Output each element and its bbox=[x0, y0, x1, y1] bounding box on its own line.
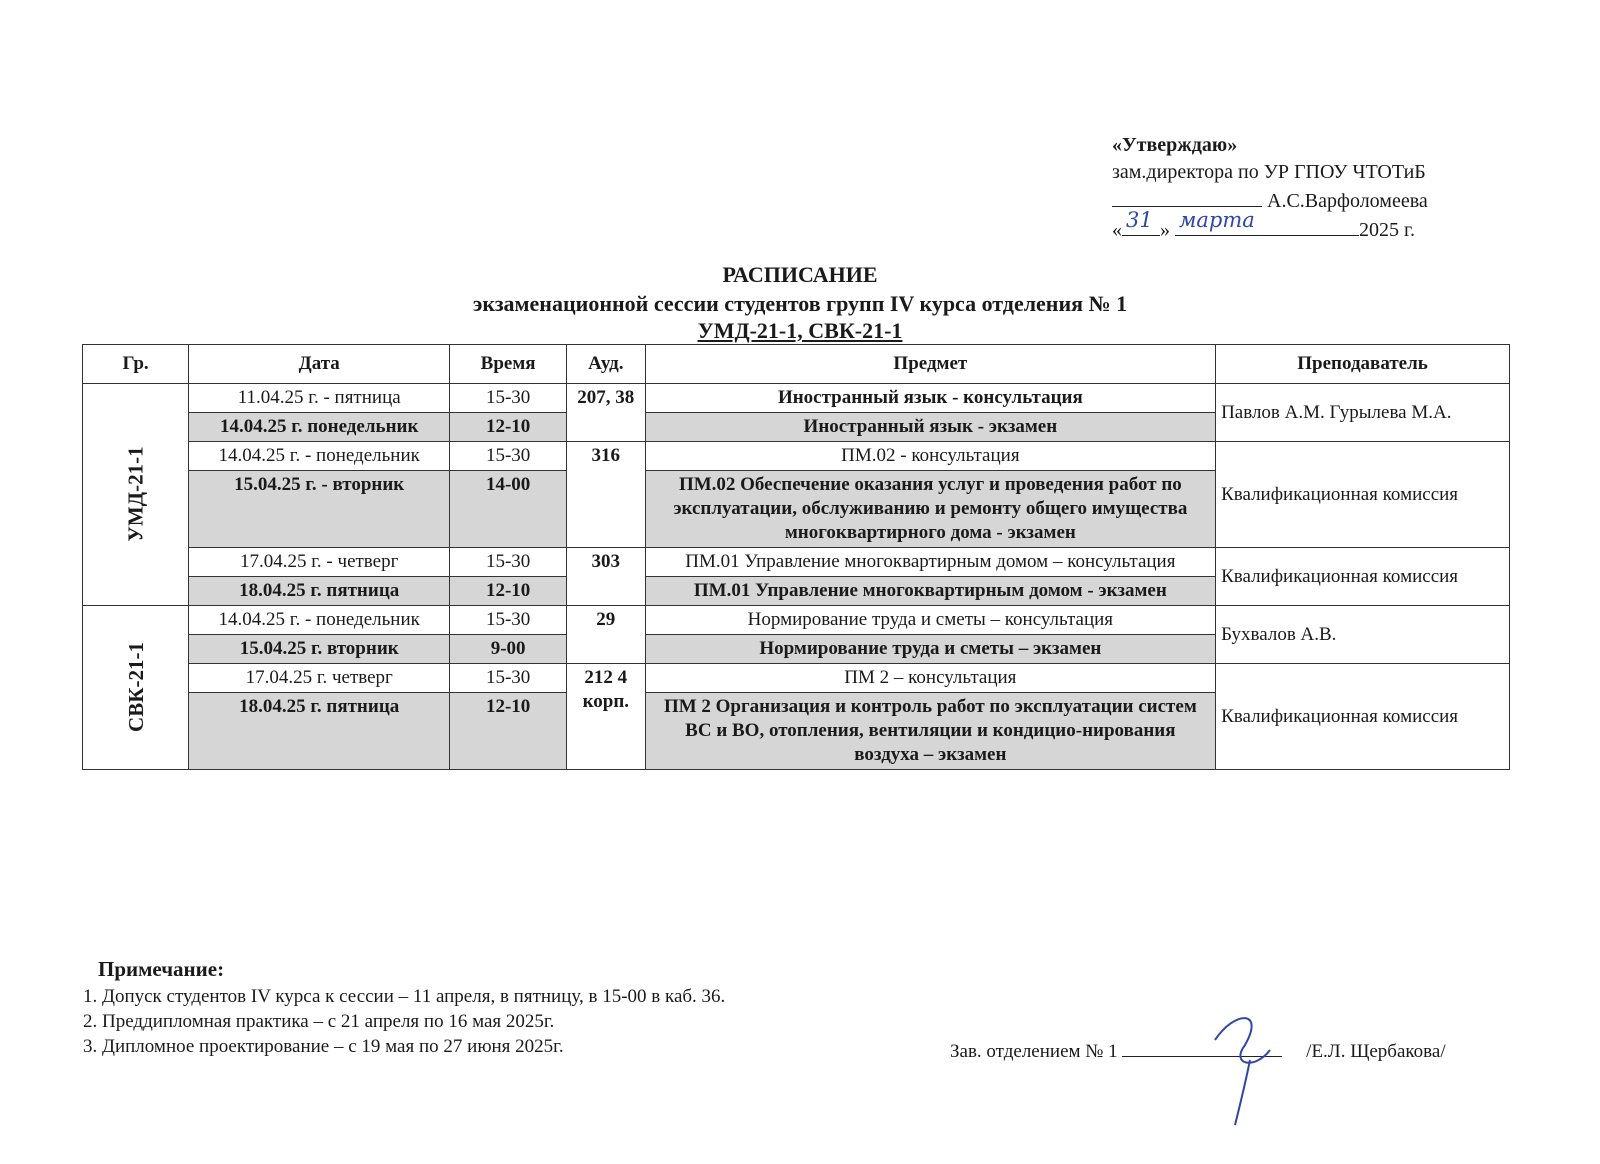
teacher-cell: Квалификационная комиссия bbox=[1216, 548, 1510, 606]
approval-name: А.С.Варфоломеева bbox=[1267, 190, 1428, 212]
time-cell: 15-30 bbox=[450, 664, 567, 693]
approval-year: 2025 г. bbox=[1359, 219, 1415, 241]
approval-signature-field bbox=[1112, 186, 1262, 207]
table-row bbox=[83, 442, 1510, 471]
approval-signature-line bbox=[1112, 186, 1552, 215]
notes-list bbox=[70, 984, 725, 1059]
date-open-quote: « bbox=[1112, 219, 1122, 241]
date-cell: 18.04.25 г. пятница bbox=[189, 693, 450, 770]
teacher-cell: Бухвалов А.В. bbox=[1216, 606, 1510, 664]
subject-cell: ПМ.01 Управление многоквартирным домом - экзамен bbox=[645, 577, 1215, 606]
date-cell: 18.04.25 г. пятница bbox=[189, 577, 450, 606]
signature-name: /Е.Л. Щербакова/ bbox=[1306, 1041, 1446, 1062]
subject-cell: Иностранный язык - консультация bbox=[645, 384, 1215, 413]
subject-cell: ПМ 2 Организация и контроль работ по эксплуатации систем ВС и ВО, отопления, вентиляции и кондицио-нирования воздуха – экзамен bbox=[645, 693, 1215, 770]
teacher-cell: Квалификационная комиссия bbox=[1216, 442, 1510, 548]
approval-day-field bbox=[1122, 208, 1160, 236]
notes-title: Примечание: bbox=[98, 957, 225, 981]
time-cell: 15-30 bbox=[450, 548, 567, 577]
room-cell: 316 bbox=[566, 442, 645, 548]
subject-cell: Нормирование труда и сметы – консультация bbox=[645, 606, 1215, 635]
subject-cell: ПМ.02 - консультация bbox=[645, 442, 1215, 471]
subject-cell: ПМ.02 Обеспечение оказания услуг и проведения работ по эксплуатации, обслуживанию и ремонту общего имущества многоквартирного дома - экзамен bbox=[645, 471, 1215, 548]
approval-month-field bbox=[1175, 208, 1359, 236]
time-cell: 9-00 bbox=[450, 635, 567, 664]
date-cell: 14.04.25 г. - понедельник bbox=[189, 442, 450, 471]
room-cell: 212 4 корп. bbox=[566, 664, 645, 770]
handwritten-signature-icon bbox=[1195, 1000, 1305, 1130]
header-date: Дата bbox=[189, 345, 450, 384]
note-item: 3. Дипломное проектирование – с 19 мая по 27 июня 2025г. bbox=[102, 1034, 725, 1059]
group-name: СВК-21-1 bbox=[123, 641, 148, 732]
doc-title: РАСПИСАНИЕ bbox=[722, 262, 878, 287]
time-cell: 12-10 bbox=[450, 693, 567, 770]
date-cell: 17.04.25 г. - четверг bbox=[189, 548, 450, 577]
table-row bbox=[83, 606, 1510, 635]
approval-block bbox=[1112, 132, 1552, 244]
approval-day: 31 bbox=[1126, 208, 1153, 232]
approval-position: зам.директора по УР ГПОУ ЧТОТиБ bbox=[1112, 161, 1426, 183]
date-cell: 11.04.25 г. - пятница bbox=[189, 384, 450, 413]
table-row bbox=[83, 384, 1510, 413]
date-close-quote: » bbox=[1160, 219, 1170, 241]
room-cell: 303 bbox=[566, 548, 645, 606]
doc-subtitle: экзаменационной сессии студентов групп IV курса отделения № 1 bbox=[472, 291, 1128, 316]
time-cell: 15-30 bbox=[450, 384, 567, 413]
approval-title: «Утверждаю» bbox=[1112, 134, 1238, 156]
subject-cell: Иностранный язык - экзамен bbox=[645, 413, 1215, 442]
header-group: Гр. bbox=[83, 345, 189, 384]
teacher-cell: Квалификационная комиссия bbox=[1216, 664, 1510, 770]
time-cell: 15-30 bbox=[450, 442, 567, 471]
schedule-table bbox=[82, 344, 1510, 770]
table-header-row bbox=[83, 345, 1510, 384]
group-cell bbox=[83, 606, 189, 770]
notes-block bbox=[70, 957, 725, 1059]
header-subject: Предмет bbox=[645, 345, 1215, 384]
subject-cell: ПМ 2 – консультация bbox=[645, 664, 1215, 693]
group-cell bbox=[83, 384, 189, 606]
header-teacher: Преподаватель bbox=[1216, 345, 1510, 384]
room-cell: 207, 38 bbox=[566, 384, 645, 442]
time-cell: 12-10 bbox=[450, 413, 567, 442]
approval-date-line bbox=[1112, 208, 1552, 244]
time-cell: 14-00 bbox=[450, 471, 567, 548]
doc-groups: УМД-21-1, СВК-21-1 bbox=[697, 318, 903, 343]
table-row bbox=[83, 664, 1510, 693]
subject-cell: Нормирование труда и сметы – экзамен bbox=[645, 635, 1215, 664]
teacher-cell: Павлов А.М. Гурылева М.А. bbox=[1216, 384, 1510, 442]
time-cell: 12-10 bbox=[450, 577, 567, 606]
note-item: 2. Преддипломная практика – с 21 апреля по 16 мая 2025г. bbox=[102, 1009, 725, 1034]
time-cell: 15-30 bbox=[450, 606, 567, 635]
date-cell: 14.04.25 г. понедельник bbox=[189, 413, 450, 442]
group-name: УМД-21-1 bbox=[123, 445, 148, 542]
header-time: Время bbox=[450, 345, 567, 384]
room-cell: 29 bbox=[566, 606, 645, 664]
signature-label: Зав. отделением № 1 bbox=[950, 1041, 1118, 1062]
subject-cell: ПМ.01 Управление многоквартирным домом – консультация bbox=[645, 548, 1215, 577]
approval-month: марта bbox=[1179, 208, 1255, 232]
note-item: 1. Допуск студентов IV курса к сессии – 11 апреля, в пятницу, в 15-00 в каб. 36. bbox=[102, 984, 725, 1009]
date-cell: 17.04.25 г. четверг bbox=[189, 664, 450, 693]
header-room: Ауд. bbox=[566, 345, 645, 384]
date-cell: 15.04.25 г. вторник bbox=[189, 635, 450, 664]
date-cell: 14.04.25 г. - понедельник bbox=[189, 606, 450, 635]
date-cell: 15.04.25 г. - вторник bbox=[189, 471, 450, 548]
table-row bbox=[83, 548, 1510, 577]
